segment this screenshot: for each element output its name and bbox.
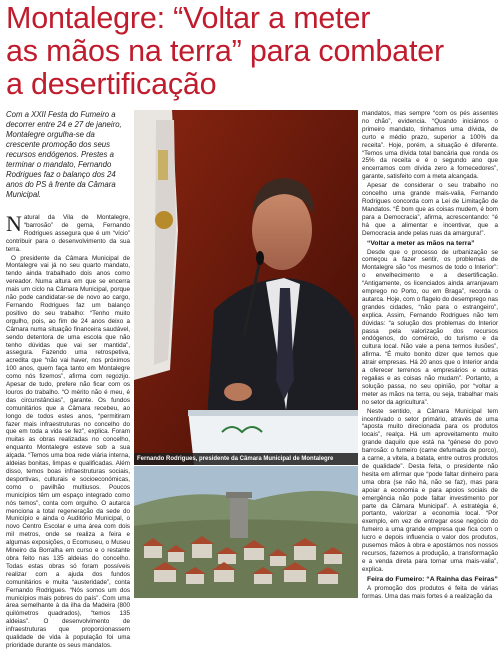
headline [6,2,498,101]
village-landscape-illustration [134,466,358,598]
article-column-left [6,211,130,649]
speaker-photo-illustration [134,110,358,465]
lead-paragraph: Com a XXII Festa do Fumeiro a decorrer entre 24 e 27 de janeiro, Montalegre orgulha-se da crescente promoção dos seus recursos endógenos. Prestes a terminar o mandato, Fernando Rodrigues faz o balanço dos 24 anos do PS à frente da Câmara Municipal. [6,110,122,199]
headline-line-3: a desertificação [6,67,217,101]
paragraph: O presidente da Câmara Municipal de Montalegre vai já no seu quarto mandato, tendo ainda trabalhado dois anos como vereador. Numa altura em que se encerra mais um ciclo na Câmara Municipal, porque não pode candidatar-se de novo ao cargo, Fernando Rodrigues faz um balanço positivo do seu trabalho: “Tenho muito orgulho, pois, ao fim de 24 anos deixo a Câmara numa situação financeira saudável, sendo detentora de uma escola que não tenho dúvidas que vai ser mantida”, assegura. Fazendo uma retrospetiva, acredita que “não vai haver, nos próximos 100 anos, quem faça tanto em Montalegre como nós fizemos”, afirma com regozijo. Apesar de tudo, prefere não ficar com os louros do trabalho. “O mérito não é meu, é das circunstâncias”, garante. Os fundos comunitários que a Câmara recebeu, ao longo de todos estes anos, “permitiram fazer mais infraestruturas no concelho do que em toda a vida se fez”, explica. Foram muitas as obras realizadas no concelho, enquanto Montalegre esteve sob a sua alçada. “Temos uma boa rede viária interna, aldeias bonitas, limpas e qualificadas. Além disso, temos boas infraestruturas sociais, desportivas, culturais e socioeconómicas, como o pavilhão multiusos. Poucos municípios têm um espaço integrado como nós temos”, conta com orgulho. O autarca menciona a total regeneração da sede do Município e ainda o Auditório Municipal, o novo Centro Escolar e uma área com dois mil metros, onde se realiza a feira e algumas exposições, o Ecomuseu, o Museu Mineiro da Borralha em curso e o restante obra feito nas 135 aldeias do concelho. Todas estas obras só foram possíveis realizar com a ajuda dos fundos comunitários e muita “austeridade”, conta Fernando Rodrigues. “Nós somos um dos municípios mais pobres do país”. Com uma área semelhante à da ilha da Madeira (800 quilómetros quadrados), “temos 135 aldeias”. O desenvolvimento de infraestruturas que proporcionassem qualidade de vida à população foi uma prioridade durante os seus mandatos. [6,254,130,649]
drop-cap: N [6,211,22,236]
speaker-photo [134,110,358,465]
paragraph: Neste sentido, a Câmara Municipal tem incentivado o setor primário, através de uma “aposta muito direcionada para os produtos locais”, realça. Há um aproveitamento muito grande daquilo que está na “génese do povo barrosão: o fumeiro (carne defumada de porco), a carne, a vitela, a batata, entre outros produtos de qualidade”. Desta feita, o presidente não hesita em afirmar que “pode faltar dinheiro para uma obra (se não há, não se faz), mas para apoiar a economia e para apoios sociais de emergência não pode faltar investimento por parte da Câmara Municipal”. A estratégia é, portanto, valorizar a economia local. “Por exemplo, em vez de entregar esse negócio do fumeiro a uma grande empresa que fica com o lucro e depois influencia o valor dos produtos, pusemos mãos à obra e apostámos nos nossos recursos, fazemos a produção, a transformação e a venda direta para tornar uma mais-valia”, explica. [362,407,498,573]
paragraph: Desde que o processo de urbanização se começou a fazer sentir, os problemas de Montalegre são “os mesmos de todo o Interior”: o envelhecimento e a desertificação. “Antigamente, os licenciados ainda arranjavam emprego no Porto, ou em Braga”, recorda o autarca. Hoje, com o flagelo do desemprego nas grandes cidades, “não para o estrangeiro”, explica. Assim, Fernando Rodrigues não tem dúvidas: “a solução dos problemas do Interior passa pela valorização dos recursos endógenos, do comércio, do turismo e da cultura local. Não vale a pena termos ilusões”, afirma. “É muito bonito dizer que temos que atrair empresas. Há 20 anos que o Interior anda a oferecer terrenos a empresários e outras regalias e as coisas não mudam”. Portanto, a solução passa, no seu opinião, por “voltar a meter as mãos na terra, ou seja, trabalhar mais no setor da agricultura”. [362,248,498,406]
first-paragraph-text: atural da Vila de Montalegre, “barrosão” de gema, Fernando Rodrigues assegura que é um “vício” contribuir para o desenvolvimento da sua terra. [6,214,130,253]
article-column-right [362,110,498,598]
paragraph: Apesar de considerar o seu trabalho no concelho uma grande mais-valia, Fernando Rodrigues concorda com a Lei de Limitação de Mandatos. “É bom que as coisas mudem, é bom para a Democracia”, afirma, acrescentando: “é há que a alimentar e incentivar, que a Democracia ande pelas ruas da amargura!”. [362,182,498,237]
first-paragraph [6,211,130,254]
photo-caption: Fernando Rodrigues, presidente da Câmara Municipal de Montalegre [137,456,334,462]
headline-line-1: Montalegre: “Voltar a meter [6,1,371,35]
village-photo [134,466,358,598]
section-heading: “Voltar a meter as mãos na terra” [367,239,475,247]
paragraph: A promoção dos produtos é feita de várias formas. Uma das mais fortes é a realização da [362,584,498,600]
headline-line-2: as mãos na terra” para combater [6,34,444,68]
section-heading: Feira do Fumeiro: “A Rainha das Feiras” [367,575,498,583]
paragraph: mandatos, mas sempre “com os pés assentes no chão”, evidencia. “Quando iniciámos o primeiro mandato, tínhamos uma dívida, de curto e médio prazo, superior a 100% da receita”. Hoje, porém, a situação é diferente. “Temos uma dívida total bancária que ronda os 25% da receita e é o segundo ano que encerramos com dívida zero a fornecedores”, garante, satisfeito com a meta alcançada. [362,110,498,181]
